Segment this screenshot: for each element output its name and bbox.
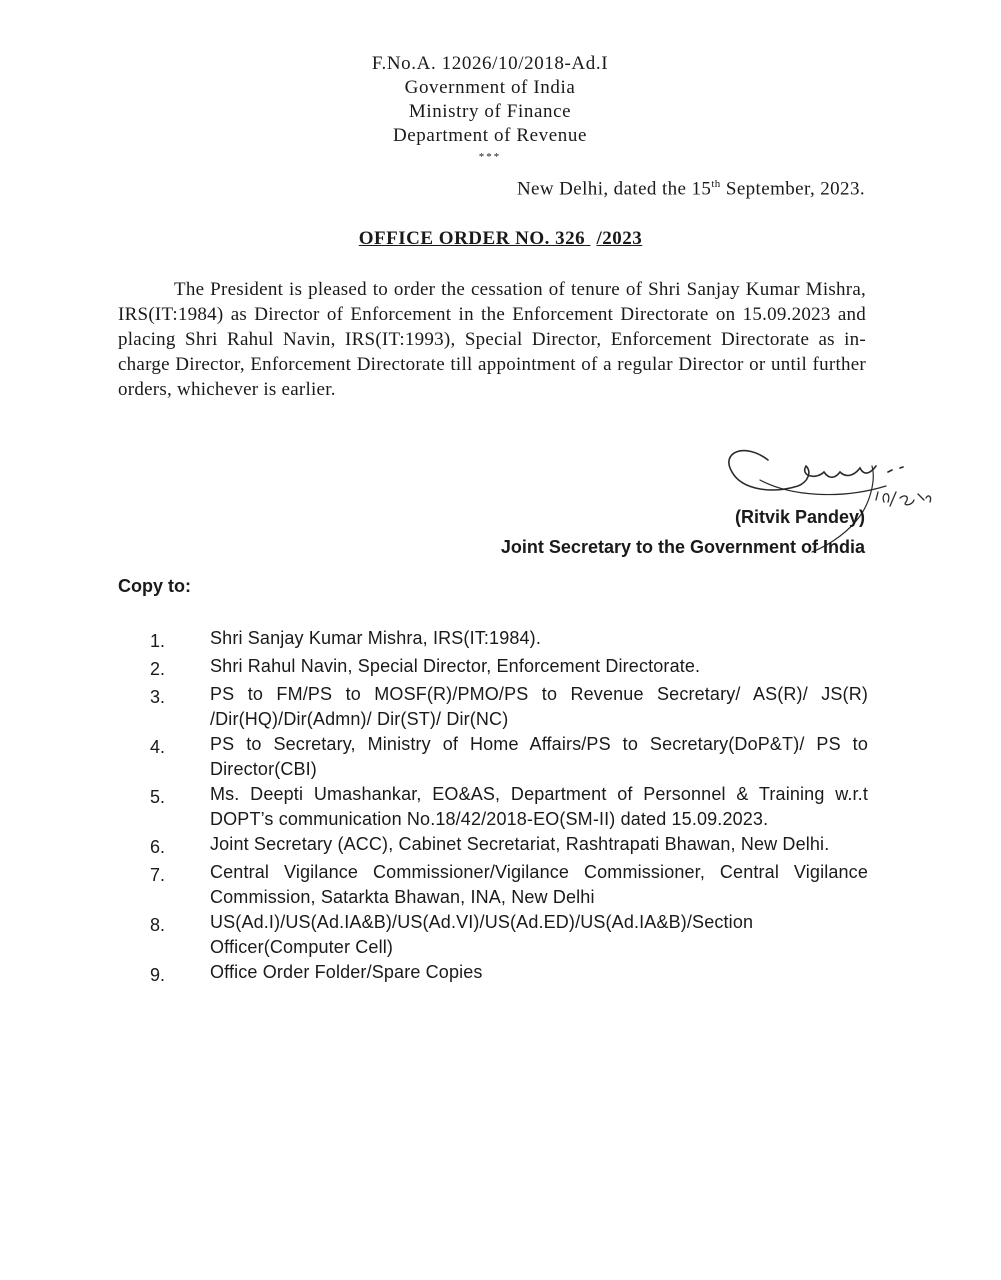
list-item-text: PS to Secretary, Ministry of Home Affairs/PS to Secretary(DoP&T)/ PS to Director(CBI) bbox=[210, 734, 868, 779]
list-item-text: Ms. Deepti Umashankar, EO&AS, Department of Personnel & Training w.r.t DOPT’s communication No.18/42/2018-EO(SM-II) dated 15.09.2023. bbox=[210, 784, 868, 829]
list-item bbox=[140, 960, 868, 988]
list-item-text: Shri Sanjay Kumar Mishra, IRS(IT:1984). bbox=[210, 628, 541, 648]
list-item bbox=[140, 626, 868, 654]
list-item-text: Office Order Folder/Spare Copies bbox=[210, 962, 483, 982]
list-item bbox=[140, 654, 868, 682]
list-item bbox=[140, 682, 868, 732]
list-item-number: 7. bbox=[150, 865, 166, 885]
government-name: Government of India bbox=[404, 77, 576, 98]
copy-to-heading: Copy to: bbox=[118, 576, 191, 596]
order-body-paragraph: The President is pleased to order the cessation of tenure of Shri Sanjay Kumar Mishra, IRS(IT:1984) as Director of Enforcement in the Enforcement Directorate on 15.09.2023 and placing Shri Rahul Navin, IRS(IT:1993), Special Director, Enforcement Directorate as in-charge Director, Enforcement Directorate till appointment of a regular Director or until further orders, whichever is earlier. bbox=[118, 279, 866, 400]
date-prefix: New Delhi, dated the 15 bbox=[516, 178, 712, 200]
signatory-block bbox=[501, 502, 865, 562]
list-item-number: 4. bbox=[150, 737, 166, 757]
letterhead bbox=[290, 52, 690, 164]
list-item-text: PS to FM/PS to MOSF(R)/PMO/PS to Revenue Secretary/ AS(R)/ JS(R) /Dir(HQ)/Dir(Admn)/ Dir(ST)/ Dir(NC) bbox=[210, 684, 868, 729]
list-item-number: 8. bbox=[150, 915, 166, 935]
list-item-number: 2. bbox=[150, 659, 166, 679]
list-item bbox=[140, 910, 868, 960]
copy-to-list bbox=[140, 626, 868, 988]
list-item-number: 9. bbox=[150, 965, 166, 985]
order-title-text: OFFICE ORDER NO. 326 bbox=[358, 228, 586, 249]
place-and-date bbox=[517, 178, 865, 200]
separator-stars: *** bbox=[478, 151, 502, 163]
department-name: Department of Revenue bbox=[392, 125, 588, 146]
list-item bbox=[140, 782, 868, 832]
date-suffix: September, 2023. bbox=[720, 178, 865, 200]
file-number: F.No.A. 12026/10/2018-Ad.I bbox=[371, 53, 609, 74]
list-item bbox=[140, 732, 868, 782]
list-item-text: Joint Secretary (ACC), Cabinet Secretariat, Rashtrapati Bhawan, New Delhi. bbox=[210, 834, 830, 854]
list-item-number: 3. bbox=[150, 687, 166, 707]
list-item-number: 1. bbox=[150, 631, 166, 651]
order-title bbox=[0, 228, 1001, 250]
signatory-designation: Joint Secretary to the Government of India bbox=[500, 537, 865, 557]
date-ordinal: th bbox=[711, 178, 721, 190]
list-item-text: Shri Rahul Navin, Special Director, Enforcement Directorate. bbox=[210, 656, 701, 676]
signatory-name: (Ritvik Pandey) bbox=[734, 507, 865, 527]
list-item-text: US(Ad.I)/US(Ad.IA&B)/US(Ad.VI)/US(Ad.ED)/US(Ad.IA&B)/Section Officer(Computer Cell) bbox=[210, 912, 754, 957]
list-item bbox=[140, 832, 868, 860]
list-item-text: Central Vigilance Commissioner/Vigilance Commissioner, Central Vigilance Commission, Satarkta Bhawan, INA, New Delhi bbox=[210, 862, 868, 907]
ministry-name: Ministry of Finance bbox=[408, 101, 572, 122]
list-item bbox=[140, 860, 868, 910]
list-item-number: 6. bbox=[150, 837, 166, 857]
list-item-number: 5. bbox=[150, 787, 166, 807]
order-number-suffix: /2023 bbox=[596, 228, 643, 249]
